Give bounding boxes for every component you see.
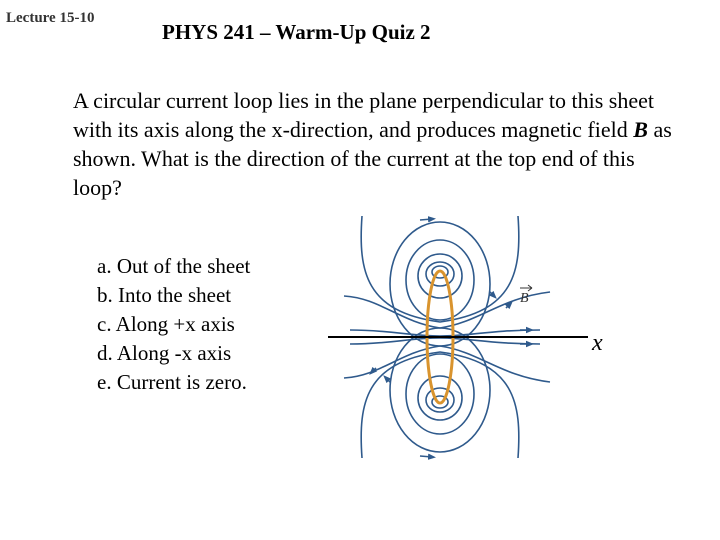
- option-b[interactable]: b. Into the sheet: [97, 283, 232, 307]
- x-axis-label: x: [592, 330, 603, 356]
- magnetic-field-figure: [320, 212, 620, 517]
- slide-title: PHYS 241 – Warm-Up Quiz 2: [162, 20, 431, 44]
- field-vector-label: B: [520, 291, 529, 306]
- field-symbol: B: [633, 117, 648, 142]
- lecture-label: Lecture 15-10: [6, 10, 95, 26]
- option-d[interactable]: d. Along -x axis: [97, 341, 232, 365]
- option-c[interactable]: c. Along +x axis: [97, 312, 235, 336]
- question-text: [73, 86, 673, 202]
- option-a[interactable]: a. Out of the sheet: [97, 254, 251, 278]
- answer-options: [97, 252, 250, 397]
- field-diagram: [320, 212, 620, 512]
- question-text-part-2: as shown. What is the direction of the current at the top end of this loop?: [73, 117, 672, 200]
- question-text-part-1: A circular current loop lies in the plane perpendicular to this sheet with its axis along the x-direction, and produces magnetic field: [73, 88, 654, 142]
- option-e[interactable]: e. Current is zero.: [97, 370, 247, 394]
